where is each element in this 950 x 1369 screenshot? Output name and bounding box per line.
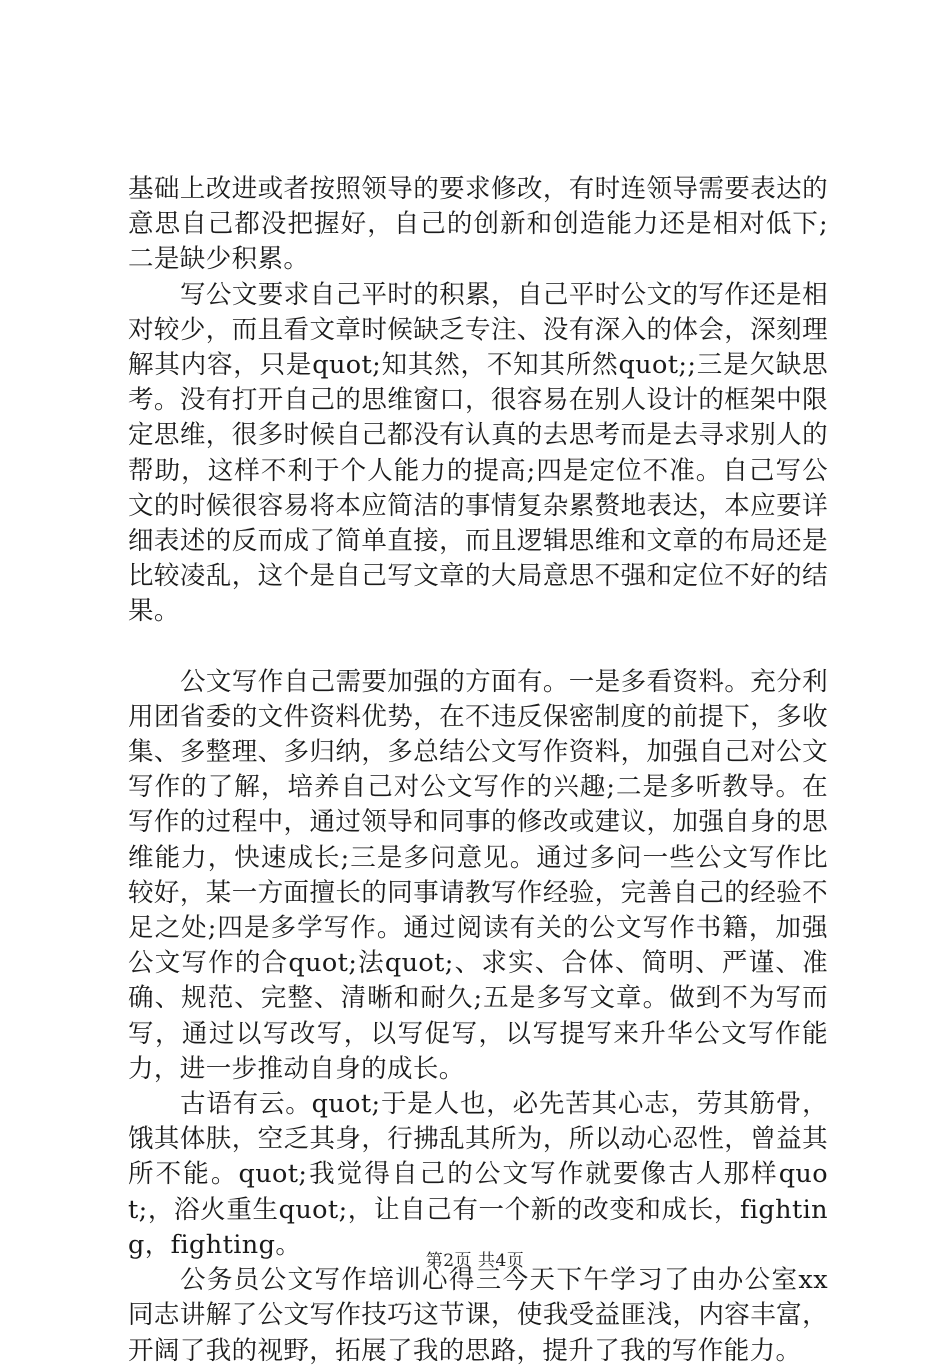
paragraph-proverb: 古语有云。quot;于是人也，必先苦其心志，劳其筋骨，饿其体肤，空乏其身，行拂乱其所为，所以动心忍性，曾益其所不能。quot;我觉得自己的公文写作就要像古人那样quot;，浴火重生quot;，让自己有一个新的改变和成长，fighting，fighting。 — [128, 1089, 828, 1260]
page-number-footer: 第2页 共4页 — [425, 1251, 525, 1271]
paragraph-accumulation: 写公文要求自己平时的积累，自己平时公文的写作还是相对较少，而且看文章时候缺乏专注、没有深入的体会，深刻理解其内容，只是quot;知其然，不知其所然quot;;三是欠缺思考。没有打开自己的思维窗口，很容易在别人设计的框架中限定思维，很多时候自己都没有认真的去思考而是去寻求别人的帮助，这样不利于个人能力的提高;四是定位不准。自己写公文的时候很容易将本应简洁的事情复杂累赘地表达，本应要详细表述的反而成了简单直接，而且逻辑思维和文章的布局还是比较凌乱，这个是自己写文章的大局意思不强和定位不好的结果。 — [128, 279, 828, 627]
document-body — [128, 172, 828, 1369]
paragraph-gap — [128, 630, 828, 665]
paragraph-training-three: 公务员公文写作培训心得三今天下午学习了由办公室xx同志讲解了公文写作技巧这节课，使我受益匪浅，内容丰富，开阔了我的视野，拓展了我的思路，提升了我的写作能力。 — [128, 1265, 828, 1366]
paragraph-continued: 基础上改进或者按照领导的要求修改，有时连领导需要表达的意思自己都没把握好，自己的创新和创造能力还是相对低下;二是缺少积累。 — [128, 174, 828, 275]
paragraph-improvements: 公文写作自己需要加强的方面有。一是多看资料。充分利用团省委的文件资料优势，在不违反保密制度的前提下，多收集、多整理、多归纳，多总结公文写作资料，加强自己对公文写作的了解，培养自己对公文写作的兴趣;二是多听教导。在写作的过程中，通过领导和同事的修改或建议，加强自身的思维能力，快速成长;三是多问意见。通过多问一些公文写作比较好，某一方面擅长的同事请教写作经验，完善自己的经验不足之处;四是多学写作。通过阅读有关的公文写作书籍，加强公文写作的合quot;法quot;、求实、合体、简明、严谨、准确、规范、完整、清晰和耐久;五是多写文章。做到不为写而写，通过以写改写，以写促写，以写提写来升华公文写作能力，进一步推动自身的成长。 — [128, 666, 828, 1084]
